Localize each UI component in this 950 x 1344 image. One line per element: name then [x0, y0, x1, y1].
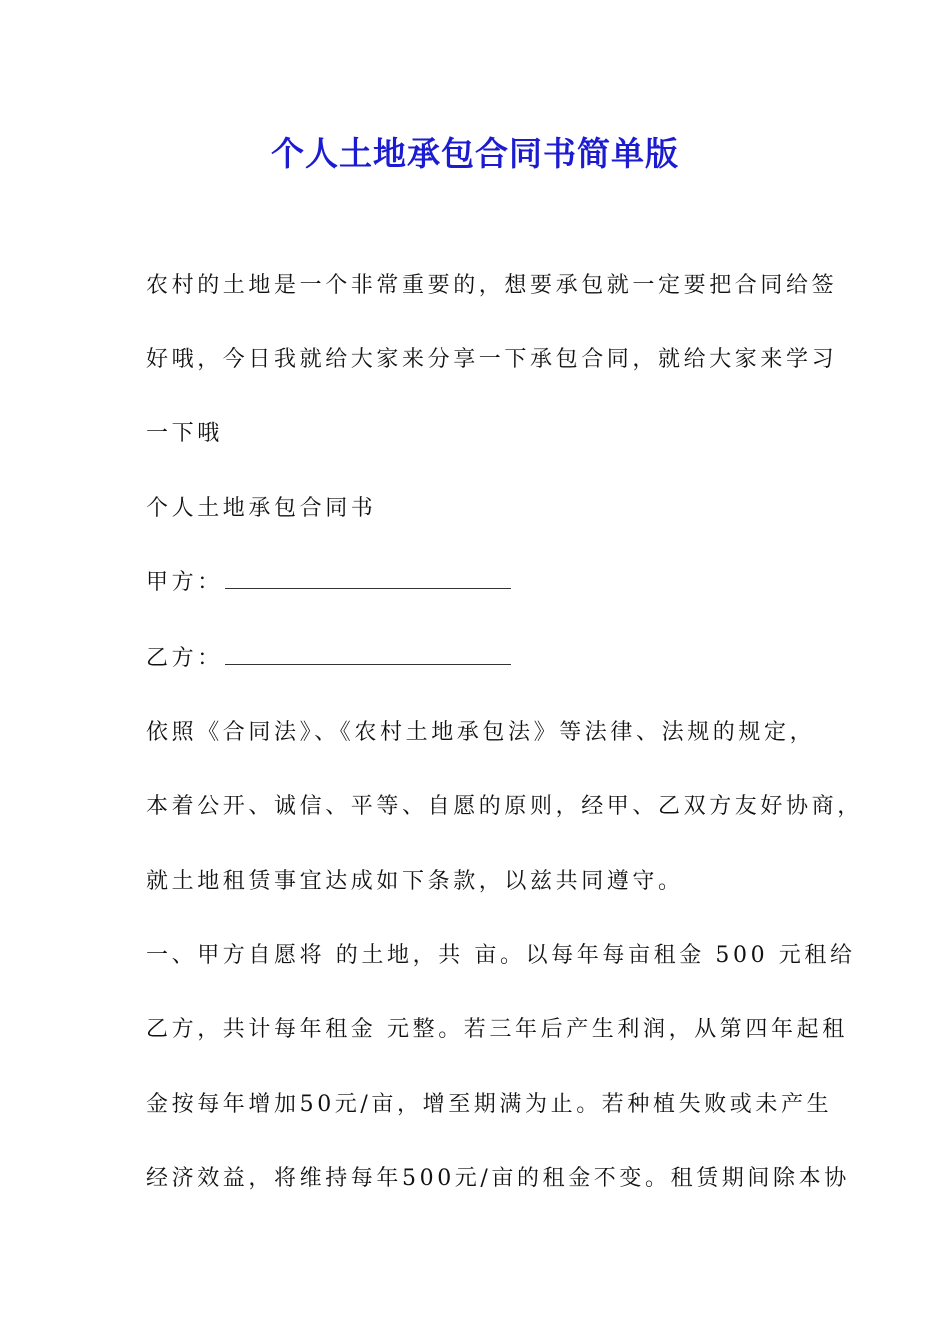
party-b-blank [225, 646, 511, 665]
body-line-6: 金按每年增加50元/亩，增至期满为止。若种植失败或未产生 [146, 1092, 833, 1117]
body-line-5: 乙方，共计每年租金 元整。若三年后产生利润，从第四年起租 [146, 1017, 848, 1042]
intro-line-1: 农村的土地是一个非常重要的，想要承包就一定要把合同给签 [146, 273, 838, 298]
contract-heading: 个人土地承包合同书 [146, 496, 377, 521]
party-a-blank [225, 570, 511, 589]
document-title: 个人土地承包合同书简单版 [271, 134, 679, 173]
body-line-7: 经济效益，将维持每年500元/亩的租金不变。租赁期间除本协 [146, 1166, 850, 1191]
body-line-4: 一、甲方自愿将 的土地，共 亩。以每年每亩租金 500 元租给 [146, 943, 856, 968]
party-b-label: 乙方： [146, 646, 223, 671]
party-a-label: 甲方： [146, 570, 223, 595]
intro-line-3: 一下哦 [146, 421, 223, 446]
body-line-1: 依照《合同法》、《农村土地承包法》等法律、法规的规定， [146, 720, 816, 745]
party-a-line [146, 568, 511, 598]
body-line-3: 就土地租赁事宜达成如下条款，以兹共同遵守。 [146, 869, 684, 894]
body-line-2: 本着公开、诚信、平等、自愿的原则，经甲、乙双方友好协商， [146, 794, 863, 819]
party-b-line [146, 644, 511, 674]
intro-line-2: 好哦，今日我就给大家来分享一下承包合同，就给大家来学习 [146, 347, 838, 372]
